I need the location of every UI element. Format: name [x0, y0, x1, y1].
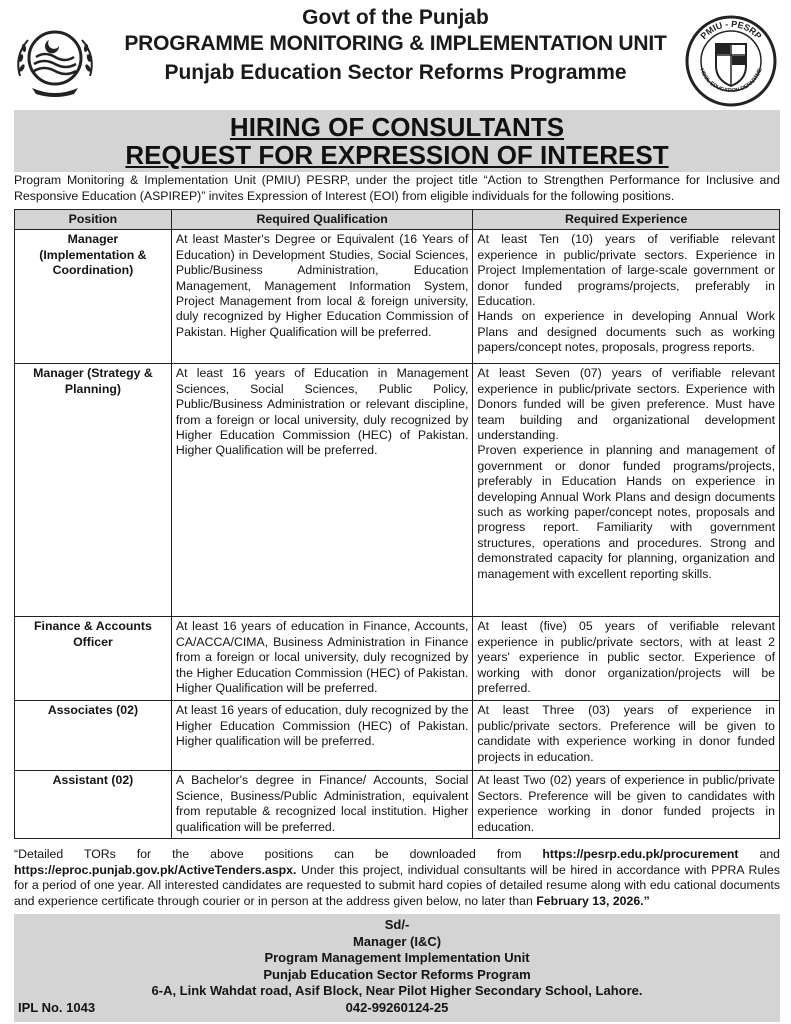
footer-instructions [14, 847, 780, 909]
experience-paragraph: At least Seven (07) years of verifiable relevant experience in public/private sectors. Experience with Donors funded will be given preference. Must have team building and organizational development understanding. [477, 366, 775, 443]
banner-title-hiring: HIRING OF CONSULTANTS [229, 112, 565, 142]
table-row [15, 230, 780, 364]
position-cell: Associates (02) [15, 701, 172, 771]
header-qualification: Required Qualification [171, 210, 473, 230]
table-row [15, 617, 780, 701]
office-phone: 042-99260124-25 [345, 999, 449, 1015]
positions-table [14, 209, 780, 839]
header-position: Position [15, 210, 172, 230]
qualification-cell: At least Master's Degree or Equivalent (16 Years of Education) in Development Studies, Social Sciences, Public/Business Administration, Education Management, Management Information System, Project Management from local & foreign university, duly recognized by Higher Education Commission of Pakistan. Higher Qualification will be preferred. [171, 230, 473, 364]
experience-cell [473, 364, 780, 617]
experience-paragraph: Proven experience in planning and management of government or donor funded programs/projects, preferably in Education Hands on experience in developing Annual Work Plans and design documents such as working paper/concept notes, proposals and progress report. Familiarity with government structures, operations and procedures. Strong and demonstrated capacity for planning, organization and management with excellent reporting skills. [477, 443, 775, 581]
eproc-link[interactable]: https://eproc.punjab.gov.pk/ActiveTenders.aspx. [14, 862, 297, 877]
experience-paragraph: At least (five) 05 years of verifiable relevant experience in public/private sectors, with at least 2 years' experience in public sector. Experience of working with donor organization/projects will be preferred. [477, 619, 775, 696]
signature-block [14, 914, 780, 1022]
experience-cell [473, 701, 780, 771]
govt-title: Govt of the Punjab [302, 6, 489, 29]
office-address: 6-A, Link Wahdat road, Asif Block, Near Pilot Higher Secondary School, Lahore. [151, 983, 643, 998]
table-header-row [15, 210, 780, 230]
programme-title: Punjab Education Sector Reforms Programme [164, 61, 627, 84]
hiring-banner [14, 110, 780, 172]
table-row [15, 771, 780, 839]
experience-paragraph: At least Ten (10) years of verifiable relevant experience in public/private sectors. Experience in Project Implementation of large-scale government or donor funded programs/projects, preferably in Education. [477, 232, 775, 309]
table-row [15, 364, 780, 617]
deadline-date: February 13, 2026.” [536, 893, 650, 908]
footer-text: “Detailed TORs for the above positions can be downloaded from [14, 847, 543, 861]
banner-title-eoi: REQUEST FOR EXPRESSION OF INTEREST [125, 140, 669, 170]
page-header [0, 0, 791, 108]
experience-paragraph: At least Three (03) years of experience in public/private sectors. Preference will be given to candidate with experience working in donor funded projects in education. [477, 703, 775, 764]
sd-mark: Sd/- [384, 917, 410, 932]
qualification-cell: At least 16 years of Education in Management Sciences, Social Sciences, Public Policy, Public/Business Administration or relevant discipline, from a foreign or local university, duly recognized by Higher Education Commission (HEC) of Pakistan. Higher Qualification will be preferred. [171, 364, 473, 617]
experience-paragraph: At least Two (02) years of experience in public/private Sectors. Preference will be given to candidates with experience working in donor funded projects in education. [477, 773, 775, 834]
unit-title: PROGRAMME MONITORING & IMPLEMENTATION UNIT [124, 32, 667, 55]
position-cell: Assistant (02) [15, 771, 172, 839]
table-row [15, 701, 780, 771]
qualification-cell: At least 16 years of education, duly recognized by the Higher Education Commission (HEC) of Pakistan. Higher qualification will be preferred. [171, 701, 473, 771]
seal-text-bottom: HOOL EDUCATION DEPARTME [698, 67, 764, 95]
signatory-title: Manager (I&C) [352, 933, 442, 949]
signatory-program: Punjab Education Sector Reforms Program [263, 966, 531, 982]
footer-text: Under this project, individual consultants will be hired in accordance with PPRA Rules for a period of one year. All interested candidates are requested to submit hard copies of detailed resume along with edu cational documents and experience certificate through courier or in person at the address given below, no later than [14, 862, 780, 908]
experience-cell [473, 230, 780, 364]
position-cell: Manager (Implementation & Coordination) [15, 230, 172, 364]
signatory-unit: Program Management Implementation Unit [264, 950, 530, 965]
header-experience: Required Experience [473, 210, 780, 230]
procurement-link[interactable]: https://pesrp.edu.pk/procurement [542, 847, 739, 861]
experience-cell [473, 617, 780, 701]
position-cell: Manager (Strategy & Planning) [15, 364, 172, 617]
experience-cell [473, 771, 780, 839]
intro-paragraph: Program Monitoring & Implementation Unit (PMIU) PESRP, under the project title “Action to Strengthen Performance for Inclusive and Responsive Education (ASPIREP)” invites Expression of Interest (EOI) from eligible individuals for the following positions. [14, 173, 780, 203]
qualification-cell: At least 16 years of education in Finance, Accounts, CA/ACCA/CIMA, Business Administration in Finance from a foreign or local university, duly recognized by the Higher Education Commission (HEC) of Pakistan. Higher Qualification will be preferred. [171, 617, 473, 701]
experience-paragraph: Hands on experience in developing Annual Work Plans and designed documents such as working papers/concept notes, proposals, progress reports. [477, 309, 775, 355]
seal-text-top: PMIU - PESRP [698, 18, 764, 42]
pmiu-pesrp-seal-icon [684, 14, 778, 108]
position-cell: Finance & Accounts Officer [15, 617, 172, 701]
ipl-number: IPL No. 1043 [18, 1000, 96, 1015]
footer-text: and [738, 847, 780, 861]
qualification-cell: A Bachelor's degree in Finance/ Accounts, Social Science, Business/Public Administration, equivalent from reputable & recognized local institution. Higher qualification will be preferred. [171, 771, 473, 839]
